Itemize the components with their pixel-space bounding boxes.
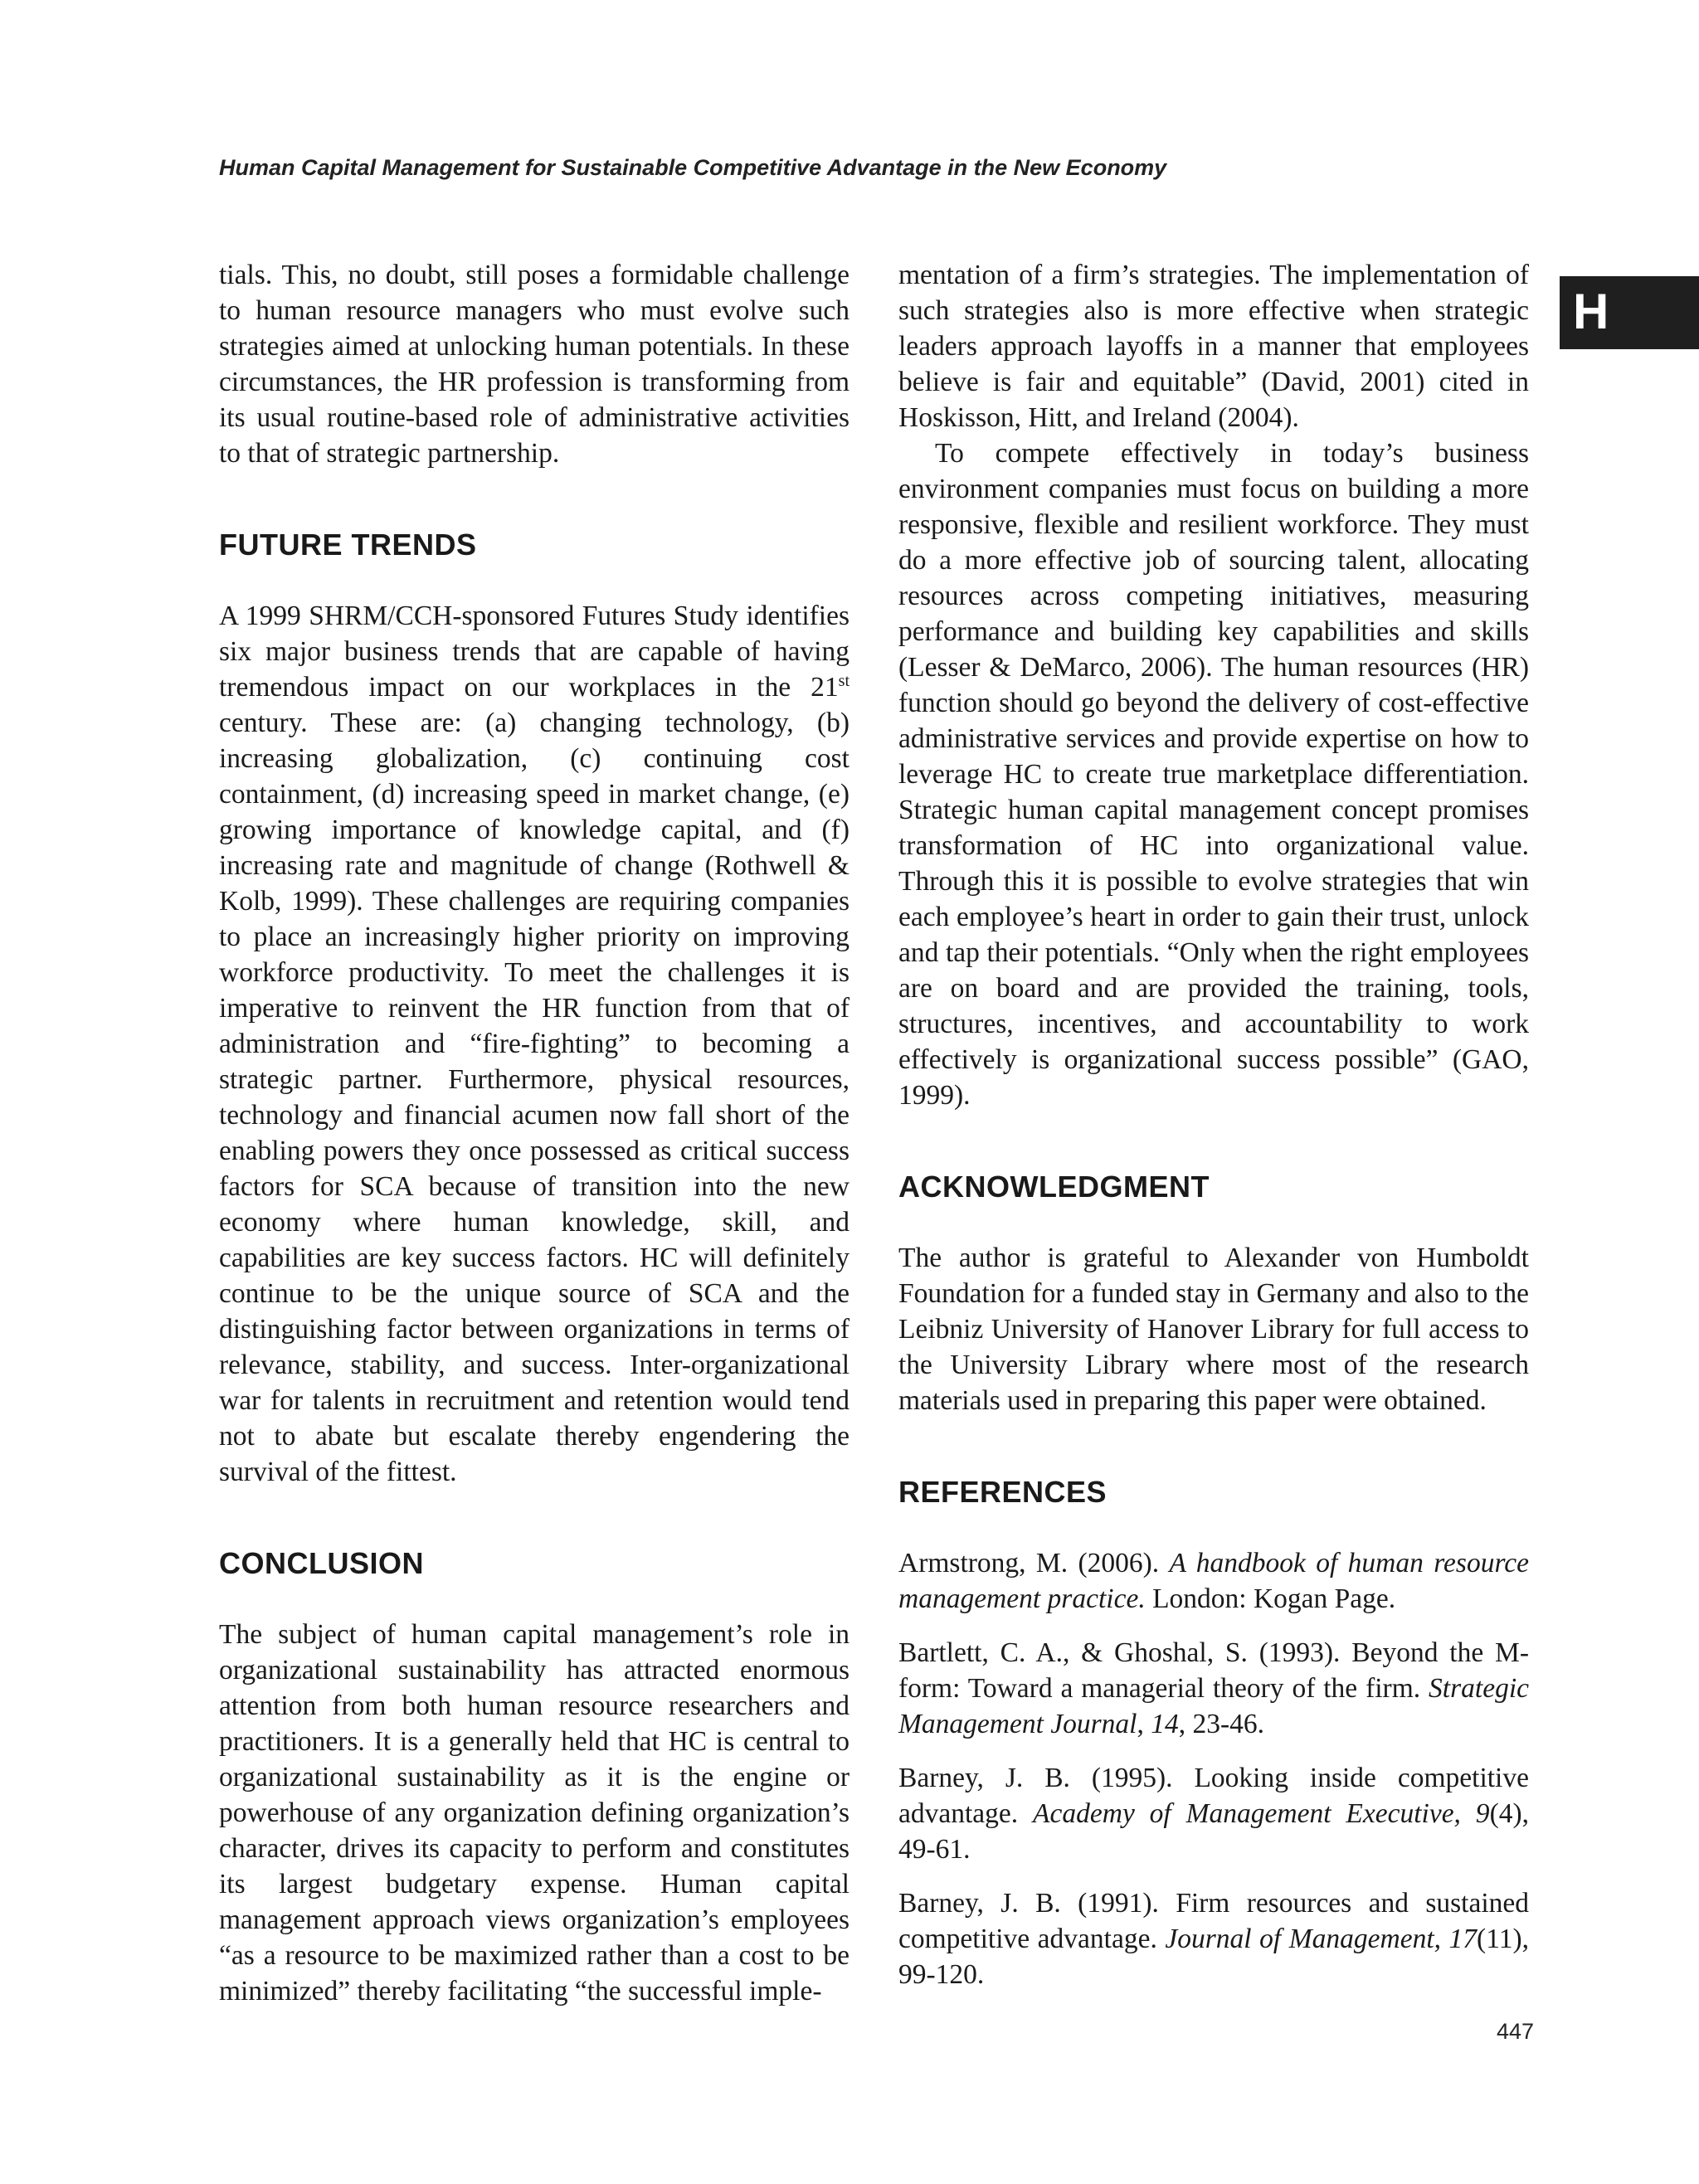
future-trends-text-start: A 1999 SHRM/CCH-sponsored Futures Study identifies six major business trends that are capable of having tremendous impact on our workplaces in the 21 [219, 601, 850, 703]
conclusion-heading: CONCLUSION [219, 1546, 424, 1580]
running-head: Human Capital Management for Sustainable Competitive Advantage in the New Economy [219, 155, 1167, 180]
reference-item [898, 1635, 1529, 1742]
reference-text: Armstrong, M. (2006). [898, 1548, 1170, 1578]
intro-paragraph: tials. This, no doubt, still poses a formidable challenge to human resource managers who must evolve such strategies aimed at unlocking human potentials. In these circumstances, the HR profession is transforming from its usual routine-based role of administrative activities to that of strategic partnership. [219, 260, 850, 469]
continuation-paragraph: mentation of a firm’s strategies. The implementation of such strategies also is more effective when strategic leaders approach layoffs in a manner that employees believe is fair and equitable” (David, 2001) cited in Hoskisson, Hitt, and Ireland (2004). [898, 260, 1529, 433]
reference-item [898, 1885, 1529, 1992]
reference-text: , 23-46. [1178, 1709, 1265, 1739]
conclusion-paragraph: The subject of human capital management’s role in organizational sustainability has attracted enormous attention from both human resource researchers and practitioners. It is a generally held that HC is central to organizational sustainability as it is the engine or powerhouse of any organization defining organization’s character, drives its capacity to perform and constitutes its largest budgetary expense. Human capital management approach views organization’s employees “as a resource to be maximized rather than a cost to be minimized” thereby facilitating “the successful imple- [219, 1619, 850, 2006]
reference-volume: 14 [1151, 1709, 1179, 1739]
compete-paragraph: To compete effectively in today’s business environment companies must focus on building a more responsive, flexible and resilient workforce. They must do a more effective job of sourcing talent, allocating resources across competing initiatives, measuring performance and building key capabilities and skills (Lesser & DeMarco, 2006). The human resources (HR) function should go beyond the delivery of cost-effective administrative services and provide expertise on how to leverage HC to create true marketplace differentiation. Strategic human capital management concept promises transformation of HC into organizational value. Through this it is possible to evolve strategies that win each employee’s heart in order to gain their trust, unlock and tap their potentials. “Only when the right employees are on board and are provided the training, tools, structures, incentives, and accountability to work effectively is organizational success possible” (GAO, 1999). [898, 438, 1529, 1111]
reference-title: A handbook of human resource management practice. [898, 1548, 1529, 1614]
reference-text: London: Kogan Page. [1145, 1583, 1396, 1614]
reference-item [898, 1545, 1529, 1617]
reference-journal: Journal of Management, 17 [1165, 1924, 1477, 1954]
ordinal-superscript: st [838, 671, 850, 690]
reference-text: (11), 99-120. [898, 1924, 1529, 1990]
section-tab [1560, 276, 1699, 349]
page-number: 447 [1496, 2019, 1534, 2044]
future-trends-paragraph [219, 598, 850, 1490]
reference-journal: Academy of Management Executive, 9 [1033, 1798, 1490, 1829]
references-heading: REFERENCES [898, 1475, 1108, 1509]
reference-text: Barney, J. B. (1995). Looking inside competitive advantage. [898, 1763, 1529, 1829]
reference-text: , [1137, 1709, 1151, 1739]
acknowledgment-heading: ACKNOWLEDGMENT [898, 1170, 1210, 1204]
acknowledgment-paragraph: The author is grateful to Alexander von Humboldt Foundation for a funded stay in Germany and also to the Leibniz University of Hanover Library for full access to the University Library where most of the research materials used in preparing this paper were obtained. [898, 1243, 1529, 1416]
future-trends-text-end: century. These are: (a) changing technology, (b) increasing globalization, (c) continuing cost containment, (d) increasing speed in market change, (e) growing importance of knowledge capital, and (f) increasing rate and magnitude of change (Rothwell & Kolb, 1999). These challenges are requiring companies to place an increasingly higher priority on improving workforce productivity. To meet the challenges it is imperative to reinvent the HR function from that of administration and “fire-fighting” to becoming a strategic partner. Furthermore, physical resources, technology and financial acumen now fall short of the enabling powers they once possessed as critical success factors for SCA because of transition into the new economy where human knowledge, skill, and capabilities are key success factors. HC will definitely continue to be the unique source of SCA and the distinguishing factor between organizations in terms of relevance, stability, and success. Inter-organizational war for talents in recruitment and retention would tend not to abate but escalate thereby engendering the survival of the fittest. [219, 708, 850, 1487]
reference-text: Barney, J. B. (1991). Firm resources and sustained competitive advantage. [898, 1888, 1529, 1954]
reference-text: Bartlett, C. A., & Ghoshal, S. (1993). Beyond the M-form: Toward a managerial theory of the firm. [898, 1637, 1529, 1704]
reference-journal: Strategic Management Journal [898, 1673, 1529, 1739]
future-trends-heading: FUTURE TRENDS [219, 528, 477, 562]
reference-text: (4), 49-61. [898, 1798, 1529, 1865]
right-column [898, 257, 1529, 1992]
left-column [219, 257, 850, 2009]
section-tab-letter: H [1573, 284, 1609, 339]
reference-item [898, 1760, 1529, 1867]
